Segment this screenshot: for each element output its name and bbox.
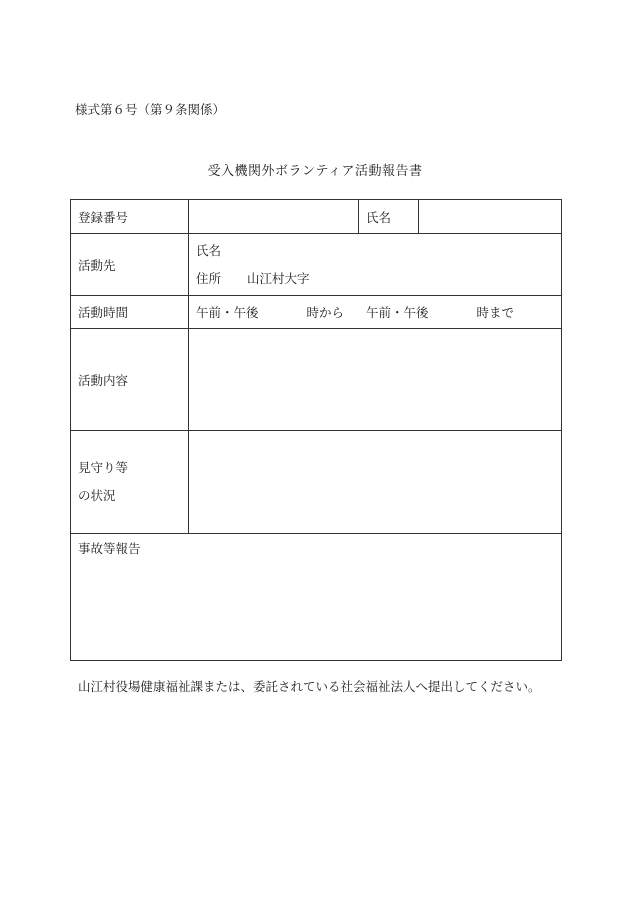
time-from-suffix: 時から — [306, 305, 344, 320]
table-row — [71, 234, 562, 296]
watch-status-field[interactable] — [189, 431, 562, 534]
registration-number-label: 登録番号 — [71, 200, 189, 234]
destination-address-label: 住所 — [196, 270, 222, 286]
activity-time-field[interactable] — [189, 296, 562, 329]
form-number: 様式第６号（第９条関係） — [75, 102, 226, 117]
watch-label-line2: の状況 — [78, 488, 116, 503]
table-row — [71, 296, 562, 329]
destination-name-label: 氏名 — [196, 242, 222, 258]
time-from-ampm: 午前・午後 — [196, 305, 259, 320]
table-row — [71, 431, 562, 534]
submission-note: 山江村役場健康福祉課または、委託されている社会福祉法人へ提出してください。 — [78, 679, 541, 694]
accident-report-field[interactable] — [71, 534, 562, 661]
activity-content-label: 活動内容 — [71, 329, 189, 431]
name-label: 氏名 — [359, 200, 419, 234]
destination-label: 活動先 — [71, 234, 189, 296]
table-row — [71, 534, 562, 661]
accident-report-label: 事故等報告 — [78, 541, 141, 556]
registration-number-field[interactable] — [189, 200, 359, 234]
destination-address-value: 山江村大字 — [246, 270, 310, 286]
activity-time-label: 活動時間 — [71, 296, 189, 329]
table-row — [71, 200, 562, 234]
report-form-table — [70, 199, 562, 661]
watch-status-label — [71, 431, 189, 534]
activity-content-field[interactable] — [189, 329, 562, 431]
document-title: 受入機関外ボランティア活動報告書 — [207, 164, 423, 179]
name-field[interactable] — [419, 200, 562, 234]
time-to-suffix: 時まで — [476, 305, 514, 320]
watch-label-line1: 見守り等 — [78, 460, 129, 475]
time-to-ampm: 午前・午後 — [365, 305, 429, 320]
table-row — [71, 329, 562, 431]
destination-field[interactable] — [189, 234, 562, 296]
